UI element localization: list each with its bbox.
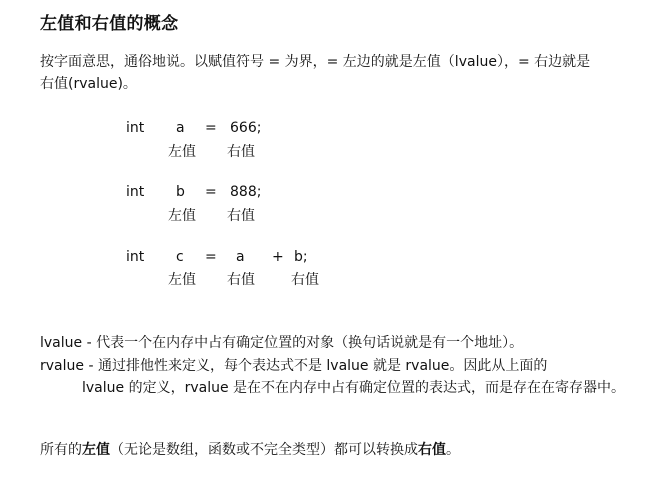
conclusion-lvalue-bold: 左值 xyxy=(82,442,110,458)
annotation-rvalue: 右值 xyxy=(227,272,255,288)
intro-line-1: 按字面意思，通俗地说。以赋值符号 = 为界，= 左边的就是左值（lvalue），= 右边就是 xyxy=(40,54,591,70)
code-type: int xyxy=(126,249,145,265)
conclusion-rvalue-bold: 右值 xyxy=(418,442,446,458)
code-value: 888; xyxy=(230,184,262,200)
code-operand-a: a xyxy=(236,249,245,265)
code-variable: c xyxy=(176,249,184,265)
annotation-lvalue: 左值 xyxy=(168,208,196,224)
conclusion-suffix: 。 xyxy=(446,442,460,458)
code-variable: a xyxy=(176,120,185,136)
rvalue-definition-line-1: rvalue - 通过排他性来定义，每个表达式不是 lvalue 就是 rvalue。因此从上面的 xyxy=(40,358,548,374)
code-type: int xyxy=(126,184,145,200)
lvalue-definition: lvalue - 代表一个在内存中占有确定位置的对象（换句话说就是有一个地址）。 xyxy=(40,335,524,351)
code-assign-operator: = xyxy=(205,184,217,200)
conclusion-middle: （无论是数组，函数或不完全类型）都可以转换成 xyxy=(110,442,418,458)
annotation-rvalue: 右值 xyxy=(227,208,255,224)
rvalue-definition-line-2: lvalue 的定义，rvalue 是在不在内存中占有确定位置的表达式，而是存在在寄存器中。 xyxy=(82,380,626,396)
annotation-rvalue: 右值 xyxy=(227,144,255,160)
intro-line-2: 右值(rvalue)。 xyxy=(40,76,137,92)
code-assign-operator: = xyxy=(205,249,217,265)
code-operand-b: b; xyxy=(294,249,308,265)
code-variable: b xyxy=(176,184,185,200)
code-type: int xyxy=(126,120,145,136)
annotation-lvalue: 左值 xyxy=(168,272,196,288)
code-plus-operator: + xyxy=(272,249,284,265)
annotation-lvalue: 左值 xyxy=(168,144,196,160)
conclusion xyxy=(40,439,460,459)
code-assign-operator: = xyxy=(205,120,217,136)
code-value: 666; xyxy=(230,120,262,136)
page-title: 左值和右值的概念 xyxy=(40,14,179,34)
conclusion-prefix: 所有的 xyxy=(40,442,82,458)
annotation-rvalue: 右值 xyxy=(291,272,319,288)
